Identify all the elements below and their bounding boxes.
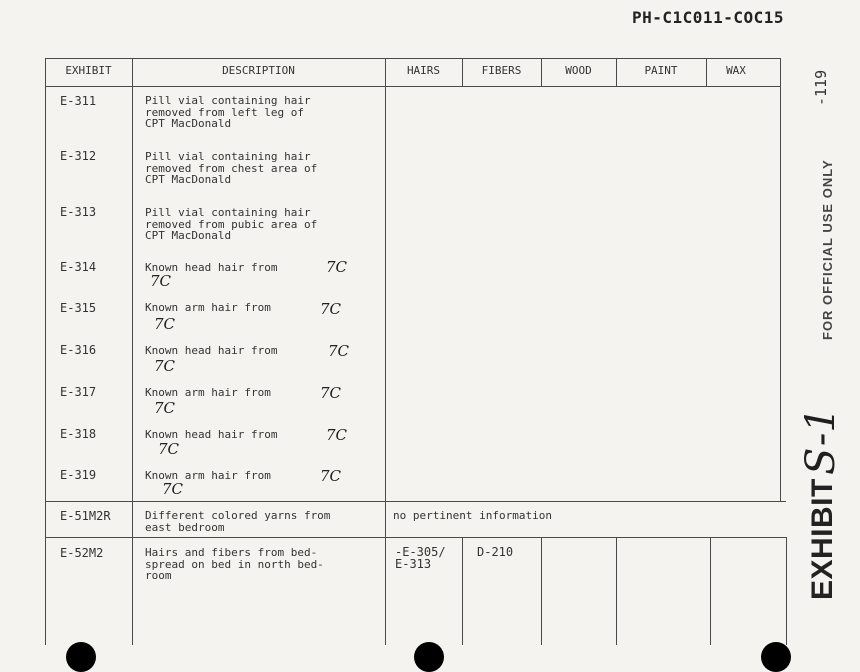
table-border-right [786, 537, 787, 645]
exhibit-description: Known head hair from [145, 261, 278, 274]
row-separator [45, 501, 786, 502]
exhibit-description: Hairs and fibers from bed- spread on bed in north bed- room [145, 546, 324, 582]
exhibit-id: E-311 [60, 94, 97, 108]
column-divider [541, 537, 542, 645]
handwritten-note: 7C [154, 357, 176, 375]
header-separator [45, 86, 780, 87]
exhibit-description: Pill vial containing hair removed from pubic area of CPT MacDonald [145, 206, 318, 242]
column-header-exhibit: EXHIBIT [65, 64, 112, 77]
classification-stamp: FOR OFFICIAL USE ONLY [820, 159, 835, 340]
punch-hole [414, 642, 444, 672]
exhibit-id: E-52M2 [60, 546, 104, 560]
document-code: PH-C1C011-COC15 [632, 8, 784, 27]
punch-hole [761, 642, 791, 672]
handwritten-note: 7C [320, 467, 342, 485]
hairs-cell: -E-305/ E-313 [395, 545, 446, 571]
column-header-description: DESCRIPTION [222, 64, 295, 77]
column-divider [385, 58, 386, 645]
table-border-left [45, 58, 46, 645]
exhibit-description: Pill vial containing hair removed from chest area of CPT MacDonald [145, 150, 318, 186]
column-divider [132, 58, 133, 645]
exhibit-description: Known head hair from [145, 428, 278, 441]
exhibit-description: Known arm hair from [145, 469, 271, 482]
exhibit-description: Known arm hair from [145, 386, 271, 399]
column-header-fibers: FIBERS [481, 64, 522, 77]
column-divider [710, 537, 711, 645]
column-divider [616, 537, 617, 645]
column-header-paint: PAINT [644, 64, 678, 77]
table-border-right [780, 58, 781, 501]
exhibit-id: E-312 [60, 149, 97, 163]
column-header-wood: WOOD [565, 64, 592, 77]
exhibit-description: Pill vial containing hair removed from left leg of CPT MacDonald [145, 94, 311, 130]
exhibit-description: Known arm hair from [145, 301, 271, 314]
findings-note: no pertinent information [393, 509, 552, 522]
column-header-hairs: HAIRS [406, 64, 441, 77]
table-border-top [45, 58, 780, 59]
handwritten-note: 7C [158, 440, 180, 458]
handwritten-note: 7C [162, 480, 184, 498]
handwritten-note: 7C [326, 258, 348, 276]
punch-hole [66, 642, 96, 672]
page-number: -119 [812, 69, 830, 106]
exhibit-id: E-318 [60, 427, 97, 441]
row-separator [45, 537, 786, 538]
exhibit-id: E-314 [60, 260, 97, 274]
column-header-wax: WAX [726, 64, 746, 77]
handwritten-exhibit-mark: S-1 [798, 407, 844, 475]
exhibit-id: E-313 [60, 205, 97, 219]
exhibit-id: E-51M2R [60, 509, 111, 523]
exhibit-id: E-319 [60, 468, 97, 482]
exhibit-description: Different colored yarns from east bedroom [145, 509, 331, 534]
exhibit-id: E-315 [60, 301, 97, 315]
exhibit-description: Known head hair from [145, 344, 278, 357]
exhibit-id: E-316 [60, 343, 97, 357]
fibers-cell: D-210 [477, 545, 514, 559]
handwritten-note: 7C [320, 384, 342, 402]
handwritten-note: 7C [328, 342, 350, 360]
handwritten-note: 7C [154, 315, 176, 333]
handwritten-note: 7C [326, 426, 348, 444]
handwritten-note: 7C [320, 300, 342, 318]
handwritten-note: 7C [154, 399, 176, 417]
handwritten-note: 7C [150, 272, 172, 290]
exhibit-stamp: EXHIBIT [806, 478, 839, 600]
exhibit-id: E-317 [60, 385, 97, 399]
column-divider [462, 537, 463, 645]
